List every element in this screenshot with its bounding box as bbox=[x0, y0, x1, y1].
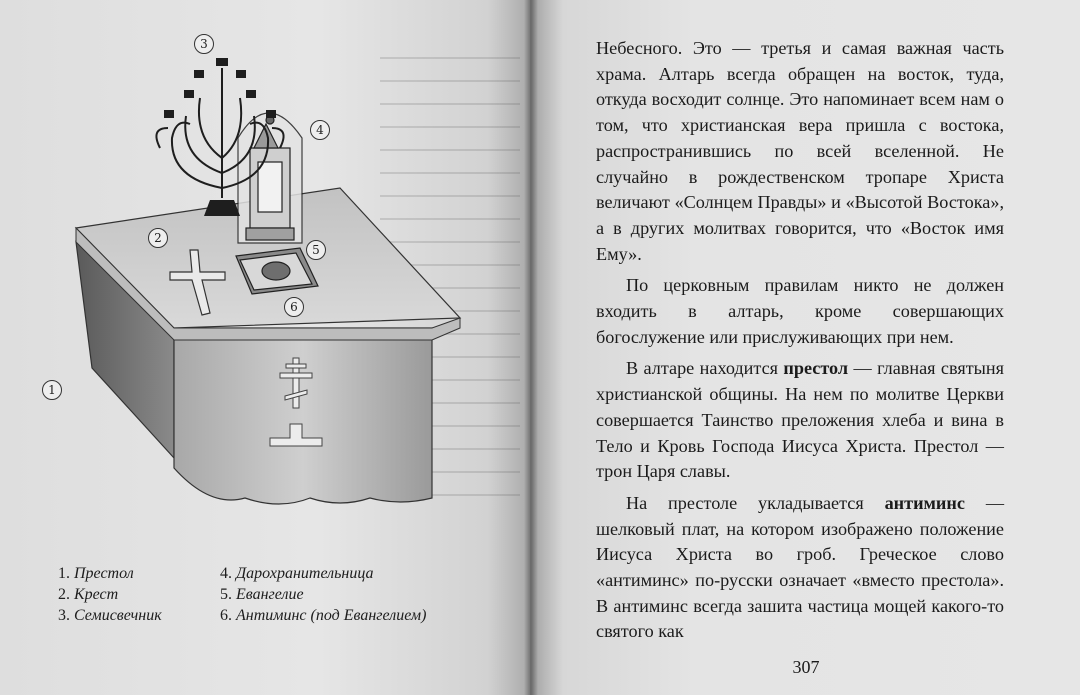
callout-5: 5 bbox=[306, 240, 326, 260]
bold-term: престол bbox=[783, 358, 849, 379]
legend-item: 3. Семисвечник bbox=[58, 607, 162, 624]
altar-illustration bbox=[40, 28, 480, 528]
book-gutter bbox=[524, 0, 538, 695]
paragraph: В алтаре находится престол — главная святыня христианской общины. На нем по молитве Церкви совершается Таинство преложения хлеба и вина в Тело и Кровь Господа Иисуса Христа. Престол — трон Царя славы. bbox=[596, 358, 1004, 482]
paragraph: По церковным правилам никто не должен входить в алтарь, кроме совершающих богослужение или прислуживающих при нем. bbox=[596, 275, 1004, 347]
legend-column-1 bbox=[58, 563, 162, 626]
callout-1: 1 bbox=[42, 380, 62, 400]
paragraph: Небесного. Это — третья и самая важная часть храма. Алтарь всегда обращен на восток, туда, откуда восходит солнце. Это напоминает всем нам о том, что христианская вера пришла с востока, распространившись по всей вселенной. Не случайно в рождественском тропаре Христа величают «Солнцем Правды» и «Высотой Востока», а в других молитвах говорится, что «Восток имя Ему». bbox=[596, 38, 1004, 264]
legend-column-2 bbox=[220, 563, 426, 626]
legend-item: 5. Евангелие bbox=[220, 586, 304, 603]
paragraph: На престоле укладывается антиминс — шелковый плат, на котором изображено положение Иисуса Христа во гроб. Греческое слово «антиминс» по-русски означает «вместо престола». В антиминс всегда зашита частица мощей какого-то святого как bbox=[596, 492, 1005, 642]
left-page bbox=[0, 0, 530, 695]
callout-6: 6 bbox=[284, 297, 304, 317]
callout-4: 4 bbox=[310, 120, 330, 140]
legend-item: 4. Дарохранительница bbox=[220, 565, 374, 582]
legend-item: 1. Престол bbox=[58, 565, 134, 582]
legend-item: 6. Антиминс (под Евангелием) bbox=[220, 607, 427, 624]
legend-item: 2. Крест bbox=[58, 586, 119, 603]
bold-term: антиминс bbox=[884, 492, 965, 513]
page-number: 307 bbox=[792, 657, 820, 677]
callout-3: 3 bbox=[194, 34, 214, 54]
callout-2: 2 bbox=[148, 228, 168, 248]
body-text bbox=[596, 36, 1004, 645]
